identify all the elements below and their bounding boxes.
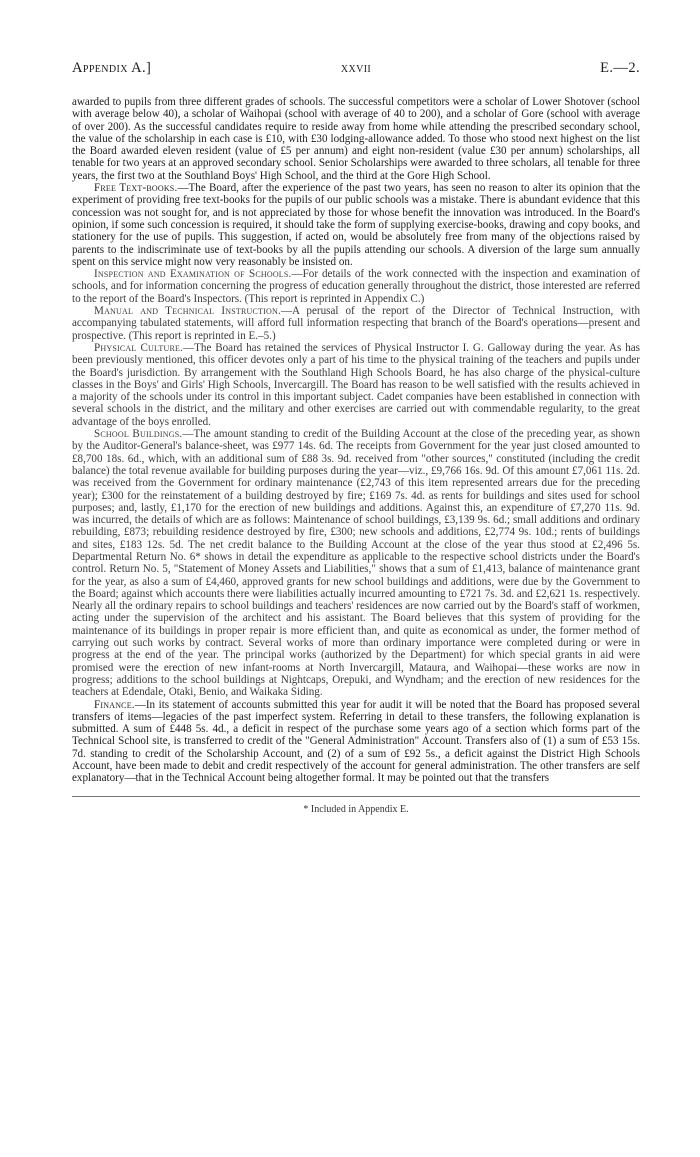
page-header bbox=[72, 60, 640, 82]
header-page-number: xxvii bbox=[340, 60, 372, 76]
paragraph-scholarships: awarded to pupils from three different grades of schools. The successful competitors were a scholar of Lower Shotover (school with average below 40), a scholar of Waihopai (school with average of 40 to 200), and a scholar of Gore (school with average of over 200). As the successful candidates require to reside away from home while attending the prescribed secondary school, the value of the scholarship in each case is £10, with £30 lodging-allowance added. To those who stood next highest on the list the Board awarded eleven resident (value of £5 per annum) and eight non-resident (value £30 per annum) scholarships, all tenable for two years at an approved secondary school. Senior Scholarships were awarded to three scholars, all tenable for three years, the first two at the Southland Boys' High School, and the third at the Gore High School. bbox=[72, 96, 640, 182]
text-finance: —In its statement of accounts submitted this year for audit it will be noted that the Board has proposed several transfers of items—legacies of the past imperfect system. Referring in detail to these transfers, the following explanation is submitted. A sum of £448 5s. 4d., a deficit in respect of the purchase some years ago of a section which forms part of the Technical School site, is transferred to credit of the "General Administration" Account. Transfers also of (1) a sum of £53 15s. 7d. standing to credit of the Scholarship Account, and (2) of a sum of £92 5s., a deficit against the District High Schools Account, have been made to debit and credit respectively of the account for general administration. The other transfers are self explanatory—that in the Technical Account being altogether formal. It may be pointed out that the transfers bbox=[72, 698, 640, 785]
text-inspection: —For details of the work connected with the inspection and examination of schools, and for information concerning the progress of education generally throughout the district, those interested are referred to the report of the Board's Inspectors. (This report is reprinted in Appendix C.) bbox=[72, 268, 641, 305]
document-body bbox=[72, 96, 640, 785]
heading-manual-instruction: Manual and Technical Instruction. bbox=[94, 305, 281, 318]
paragraph-inspection bbox=[72, 268, 640, 305]
footnote: * Included in Appendix E. bbox=[303, 803, 409, 815]
heading-finance: Finance. bbox=[94, 698, 135, 711]
heading-physical-culture: Physical Culture. bbox=[94, 341, 184, 354]
text-school-buildings: —The amount standing to credit of the Building Account at the close of the preceding year, as shown by the Auditor-General's balance-sheet, was £977 14s. 6d. The receipts from Government for the year just closed amounted to £8,700 18s. 6d., which, with an additional sum of £88 3s. 9d. received from "other sources," constituted (including the credit balance) the total revenue available for building purposes during the year—viz., £9,766 16s. 9d. Of this amount £7,061 11s. 2d. was received from the Government for ordinary maintenance (£2,743 of this item represented arrears due for the preceding year); £300 for the reinstatement of a building destroyed by fire; £169 7s. 4d. as rents for buildings and sites used for school purposes; and, lastly, £1,170 for the erection of new buildings and additions. Against this, an expenditure of £7,270 11s. 9d. was incurred, the details of which are as follows: Maintenance of school buildings, £3,139 9s. 6d.; small additions and ordinary rebuilding, £873; rebuilding residence destroyed by fire, £300; new schools and additions, £2,774 9s. 10d.; rents of buildings and sites, £183 12s. 5d. The net credit balance to the Building Account at the close of the year thus stood at £2,496 5s. Departmental Return No. 6* shows in detail the expenditure as applicable to the respective school districts under the Board's control. Return No. 5, "Statement of Money Assets and Liabilities," shows that a sum of £1,413, balance of maintenance grant for the year, as also a sum of £4,460, approved grants for new school buildings and additions, were due by the Government to the Board; against which accounts there were liabilities actually incurred amounting to £721 7s. 3d. and £2,621 1s. respectively. Nearly all the ordinary repairs to school buildings and teachers' residences are now carried out by the Board's staff of workmen, acting under the supervision of the architect and his assistant. The Board believes that this system of providing for the maintenance of its buildings in proper repair is more efficient than, and quite as economical as under, the former method of carrying out such works by contract. Several works of more than ordinary importance were completed during or were in progress at the end of the year. The principal works (authorized by the Department) for which special grants in aid were promised were the erection of new infant-rooms at North Invercargill, Mataura, and Waihopai—these works are now in progress; additions to the school buildings at Nightcaps, Orepuki, and Wyndham; and the erection of new residences for the teachers at Edendale, Otaki, Benio, and Waikaka Siding. bbox=[72, 428, 640, 699]
footnote-divider bbox=[72, 792, 640, 802]
paragraph-finance bbox=[72, 699, 640, 785]
heading-free-text-books: Free Text-books. bbox=[94, 182, 178, 195]
paragraph-free-text-books bbox=[72, 182, 640, 268]
paragraph-manual-instruction bbox=[72, 305, 640, 342]
heading-inspection: Inspection and Examination of Schools. bbox=[94, 268, 292, 281]
footnote-rule bbox=[72, 796, 640, 797]
heading-school-buildings: School Buildings. bbox=[94, 428, 183, 441]
paragraph-school-buildings bbox=[72, 428, 640, 699]
text-manual-instruction: —A perusal of the report of the Director of Technical Instruction, with accompanying tabulated statements, will afford full information respecting that branch of the Board's operations—present and prospective. (This report is reprinted in E.–5.) bbox=[72, 305, 640, 342]
header-appendix: Appendix A.] bbox=[72, 60, 152, 76]
header-reference: E.—2. bbox=[600, 60, 640, 76]
paragraph-physical-culture bbox=[72, 342, 640, 428]
text-free-text-books: —The Board, after the experience of the past two years, has seen no reason to alter its opinion that the experiment of providing free text-books for the pupils of our public schools was a mistake. There is abundant evidence that this concession was not sought for, and is not appreciated by those for whose benefit the innovation was introduced. In the Board's opinion, if some such concession is required, it should take the form of supplying exercise-books, drawing and copy books, and stationery for the use of pupils. This suggestion, if acted on, would be absolutely free from many of the objections raised by parents to the indiscriminate use of text-books by all the pupils attending our schools. A diversion of the large sum annually spent on this service might now very reasonably be insisted on. bbox=[72, 182, 640, 268]
document-page bbox=[72, 60, 640, 815]
text-physical-culture: —The Board has retained the services of Physical Instructor I. G. Galloway during the year. As has been previously mentioned, this officer devotes only a part of his time to the physical training of the teachers and pupils under the Board's jurisdiction. By arrangement with the Southland High Schools Board, he has also charge of the physical-culture classes in the Boys' and Girls' High Schools, Invercargill. The Board has reason to be well satisfied with the results achieved in a majority of the schools under its control in this important subject. Cadet companies have been established in connection with several schools in the district, and the military and other exercises are carried out with commendable regularity, to the great advantage of the boys enrolled. bbox=[72, 341, 640, 428]
